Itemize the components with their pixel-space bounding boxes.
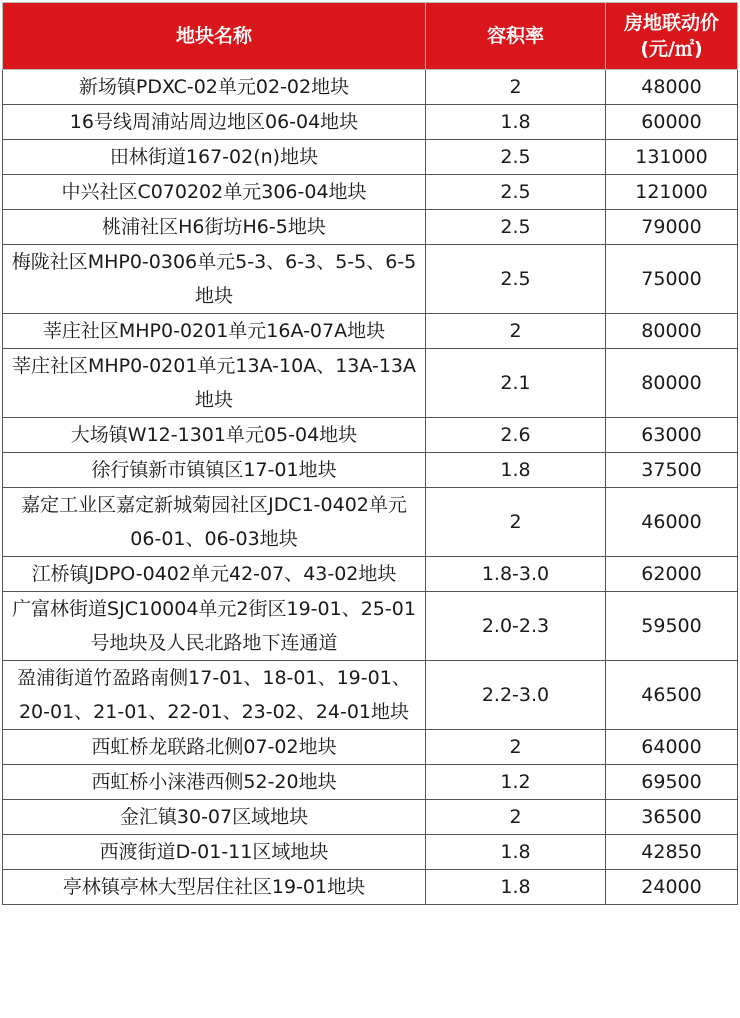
table-row [3, 557, 738, 592]
parcel-name-cell: 梅陇社区MHP0-0306单元5-3、6-3、5-5、6-5地块 [3, 245, 426, 314]
table-row [3, 765, 738, 800]
land-parcel-table [2, 2, 738, 905]
linked-price-cell: 42850 [606, 835, 738, 870]
parcel-name-cell: 江桥镇JDPO-0402单元42-07、43-02地块 [3, 557, 426, 592]
linked-price-cell: 75000 [606, 245, 738, 314]
parcel-name-cell: 亭林镇亭林大型居住社区19-01地块 [3, 870, 426, 905]
header-floor-area-ratio: 容积率 [426, 3, 606, 70]
parcel-name-cell: 嘉定工业区嘉定新城菊园社区JDC1-0402单元06-01、06-03地块 [3, 488, 426, 557]
table-row [3, 870, 738, 905]
table-row [3, 105, 738, 140]
parcel-name-cell: 莘庄社区MHP0-0201单元16A-07A地块 [3, 314, 426, 349]
parcel-name-cell: 新场镇PDXC-02单元02-02地块 [3, 70, 426, 105]
floor-area-ratio-cell: 2.5 [426, 175, 606, 210]
parcel-name-cell: 广富林街道SJC10004单元2街区19-01、25-01号地块及人民北路地下连通道 [3, 592, 426, 661]
parcel-name-cell: 盈浦街道竹盈路南侧17-01、18-01、19-01、20-01、21-01、22-01、23-02、24-01地块 [3, 661, 426, 730]
parcel-name-cell: 大场镇W12-1301单元05-04地块 [3, 418, 426, 453]
header-linked-price-label: 房地联动价 [623, 12, 719, 34]
parcel-name-cell: 西渡街道D-01-11区域地块 [3, 835, 426, 870]
linked-price-cell: 121000 [606, 175, 738, 210]
table-row [3, 488, 738, 557]
floor-area-ratio-cell: 1.8 [426, 870, 606, 905]
linked-price-cell: 59500 [606, 592, 738, 661]
table-row [3, 800, 738, 835]
linked-price-cell: 24000 [606, 870, 738, 905]
land-parcel-table-container [2, 2, 738, 905]
linked-price-cell: 46000 [606, 488, 738, 557]
linked-price-cell: 69500 [606, 765, 738, 800]
linked-price-cell: 62000 [606, 557, 738, 592]
floor-area-ratio-cell: 1.8 [426, 105, 606, 140]
linked-price-cell: 63000 [606, 418, 738, 453]
header-linked-price-unit: (元/㎡) [640, 38, 703, 60]
table-row [3, 349, 738, 418]
table-body [3, 70, 738, 905]
floor-area-ratio-cell: 1.2 [426, 765, 606, 800]
table-row [3, 245, 738, 314]
floor-area-ratio-cell: 2.5 [426, 140, 606, 175]
floor-area-ratio-cell: 2.6 [426, 418, 606, 453]
parcel-name-cell: 西虹桥小涞港西侧52-20地块 [3, 765, 426, 800]
floor-area-ratio-cell: 2.0-2.3 [426, 592, 606, 661]
linked-price-cell: 79000 [606, 210, 738, 245]
floor-area-ratio-cell: 2.5 [426, 210, 606, 245]
linked-price-cell: 131000 [606, 140, 738, 175]
table-row [3, 140, 738, 175]
table-row [3, 592, 738, 661]
header-parcel-name: 地块名称 [3, 3, 426, 70]
parcel-name-cell: 中兴社区C070202单元306-04地块 [3, 175, 426, 210]
parcel-name-cell: 莘庄社区MHP0-0201单元13A-10A、13A-13A地块 [3, 349, 426, 418]
table-row [3, 730, 738, 765]
linked-price-cell: 37500 [606, 453, 738, 488]
table-row [3, 70, 738, 105]
floor-area-ratio-cell: 2 [426, 314, 606, 349]
table-row [3, 453, 738, 488]
floor-area-ratio-cell: 1.8 [426, 835, 606, 870]
table-row [3, 175, 738, 210]
linked-price-cell: 80000 [606, 314, 738, 349]
linked-price-cell: 46500 [606, 661, 738, 730]
floor-area-ratio-cell: 2 [426, 730, 606, 765]
header-row [3, 3, 738, 70]
linked-price-cell: 60000 [606, 105, 738, 140]
parcel-name-cell: 16号线周浦站周边地区06-04地块 [3, 105, 426, 140]
table-row [3, 418, 738, 453]
linked-price-cell: 64000 [606, 730, 738, 765]
table-row [3, 210, 738, 245]
parcel-name-cell: 西虹桥龙联路北侧07-02地块 [3, 730, 426, 765]
table-header [3, 3, 738, 70]
parcel-name-cell: 金汇镇30-07区域地块 [3, 800, 426, 835]
parcel-name-cell: 田林街道167-02(n)地块 [3, 140, 426, 175]
parcel-name-cell: 徐行镇新市镇镇区17-01地块 [3, 453, 426, 488]
header-linked-price [606, 3, 738, 70]
floor-area-ratio-cell: 2 [426, 488, 606, 557]
floor-area-ratio-cell: 2 [426, 800, 606, 835]
floor-area-ratio-cell: 1.8 [426, 453, 606, 488]
table-row [3, 661, 738, 730]
table-row [3, 314, 738, 349]
floor-area-ratio-cell: 2.1 [426, 349, 606, 418]
linked-price-cell: 48000 [606, 70, 738, 105]
linked-price-cell: 36500 [606, 800, 738, 835]
floor-area-ratio-cell: 2.2-3.0 [426, 661, 606, 730]
linked-price-cell: 80000 [606, 349, 738, 418]
parcel-name-cell: 桃浦社区H6街坊H6-5地块 [3, 210, 426, 245]
floor-area-ratio-cell: 1.8-3.0 [426, 557, 606, 592]
table-row [3, 835, 738, 870]
floor-area-ratio-cell: 2.5 [426, 245, 606, 314]
floor-area-ratio-cell: 2 [426, 70, 606, 105]
